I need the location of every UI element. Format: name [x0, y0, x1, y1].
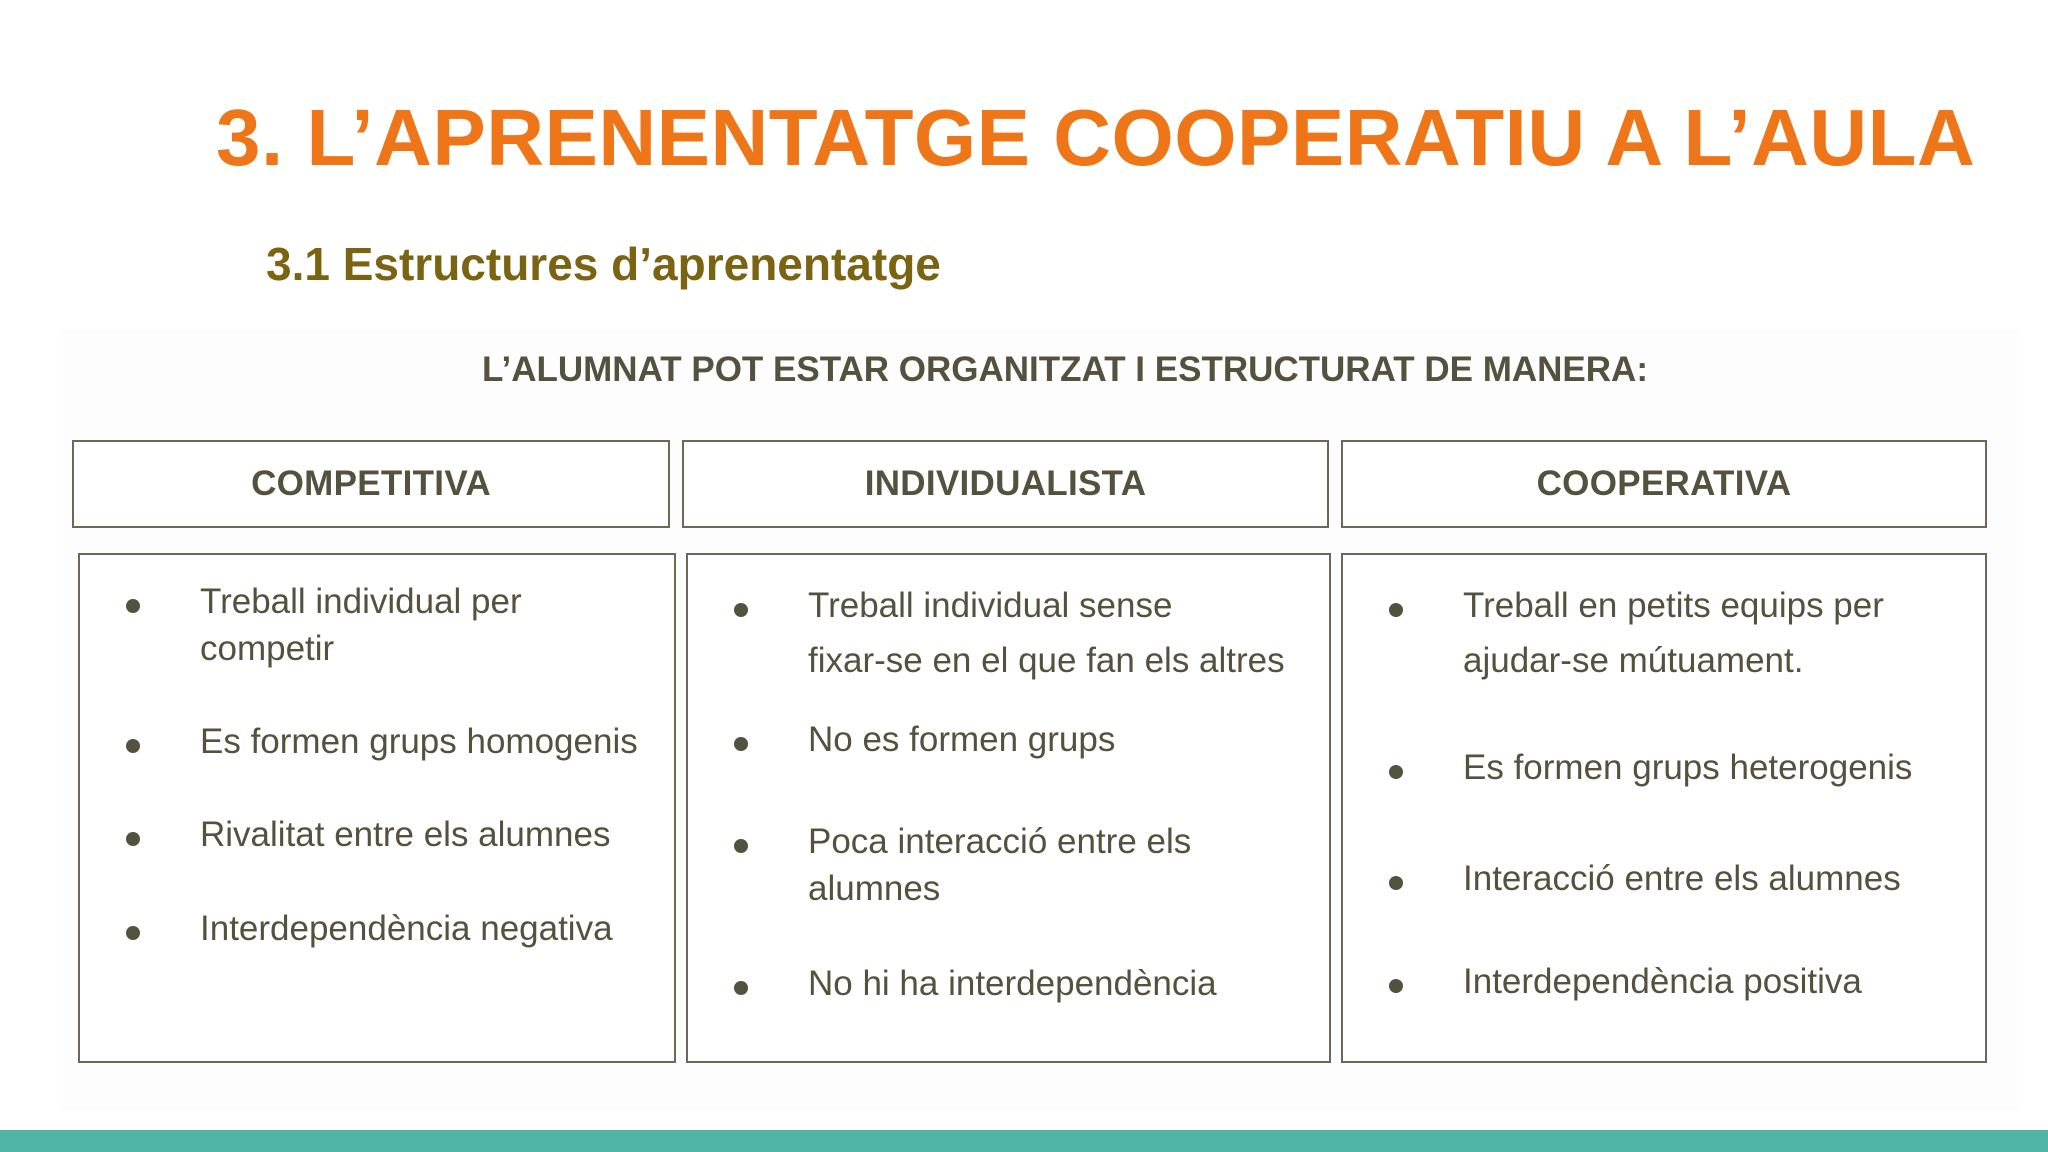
bullet-icon: [1389, 876, 1403, 890]
list-item-text: No es formen grups: [808, 720, 1116, 759]
list-item-text: Treball individual sense fixar-se en el que fan els altres: [808, 586, 1285, 680]
bullet-icon: [126, 739, 140, 753]
bullet-icon: [734, 839, 748, 853]
column-header-individualista: INDIVIDUALISTA: [682, 440, 1329, 528]
bullet-icon: [734, 981, 748, 995]
list-item-text: Interdependència negativa: [200, 909, 613, 948]
list-item-text: Es formen grups homogenis: [200, 722, 638, 761]
intro-text: L’ALUMNAT POT ESTAR ORGANITZAT I ESTRUCTURAT DE MANERA:: [482, 350, 1648, 389]
column-body-competitiva: [78, 553, 676, 1063]
list-item-text: Es formen grups heterogenis: [1463, 748, 1913, 787]
list-item-text: Interdependència positiva: [1463, 962, 1862, 1001]
bullet-icon: [734, 603, 748, 617]
list-item-text: No hi ha interdependència: [808, 964, 1217, 1003]
slide-title: 3. L’APRENENTATGE COOPERATIU A L’AULA: [216, 93, 1976, 182]
footer-accent-bar: [0, 1130, 2048, 1152]
list-item-text: Poca interacció entre els alumnes: [808, 822, 1192, 908]
bullet-icon: [126, 926, 140, 940]
bullet-icon: [126, 832, 140, 846]
column-header-competitiva: COMPETITIVA: [72, 440, 670, 528]
bullet-icon: [1389, 603, 1403, 617]
list-item-text: Treball en petits equips per ajudar-se mútuament.: [1463, 586, 1884, 680]
bullet-icon: [126, 599, 140, 613]
bullet-icon: [1389, 979, 1403, 993]
bullet-icon: [1389, 765, 1403, 779]
list-item-text: Rivalitat entre els alumnes: [200, 815, 611, 854]
column-header-cooperativa: COOPERATIVA: [1341, 440, 1987, 528]
bullet-icon: [734, 737, 748, 751]
column-body-cooperativa: [1341, 553, 1987, 1063]
slide-subtitle: 3.1 Estructures d’aprenentatge: [266, 238, 941, 290]
list-item-text: Treball individual per competir: [200, 582, 522, 668]
column-body-individualista: [686, 553, 1331, 1063]
list-item-text: Interacció entre els alumnes: [1463, 859, 1901, 898]
